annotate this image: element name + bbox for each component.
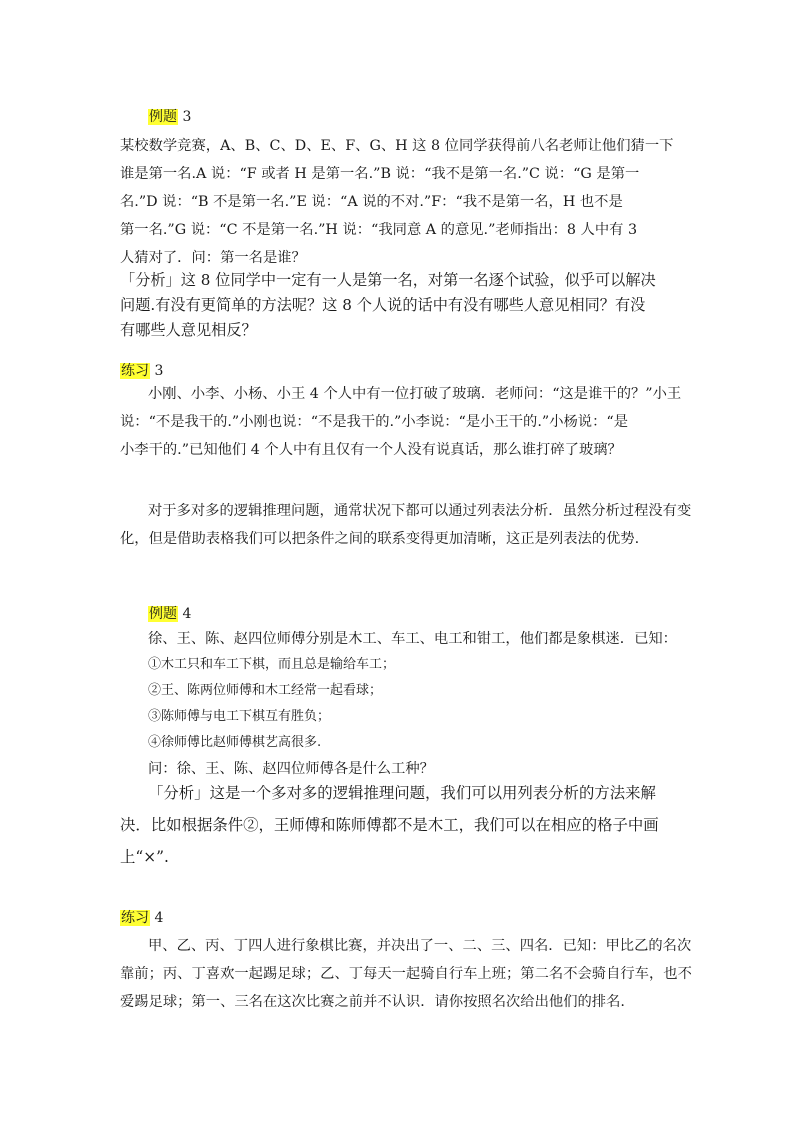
condition-line: ②王、陈两位师傅和木工经常一起看球； <box>148 683 383 698</box>
analysis-line: 决．比如根据条件②，王师傅和陈师傅都不是木工，我们可以在相应的格子中画 <box>120 816 659 834</box>
analysis-line: 上“×”. <box>120 848 169 866</box>
condition-line: ④徐师傅比赵师傅棋艺高很多. <box>148 735 322 750</box>
example-number: 3 <box>182 109 192 125</box>
intro-paragraph <box>120 497 692 553</box>
practice-line: 靠前；丙、丁喜欢一起踢足球；乙、丁每天一起骑自行车上班；第二名不会骑自行车，也不 <box>120 966 692 982</box>
practice-line: 爱踢足球；第一、三名在这次比赛之前并不认识．请你按照名次给出他们的排名. <box>120 994 625 1010</box>
analysis-line: 问题.有没有更简单的方法呢？这 8 个人说的话中有没有哪些人意见相同？有没 <box>120 296 646 314</box>
practice-4-heading <box>120 907 660 927</box>
example-3-analysis <box>120 268 660 343</box>
practice-line: 甲、乙、丙、丁四人进行象棋比赛，并决出了一、二、三、四名．已知：甲比乙的名次 <box>148 938 692 954</box>
intro-line: 化，但是借助表格我们可以把条件之间的联系变得更加清晰，这正是列表法的优势. <box>120 531 640 547</box>
practice-line: 说：“不是我干的.”小刚也说：“不是我干的.”小李说：“是小王干的.”小杨说：“是 <box>120 414 628 430</box>
analysis-line: 「分析」这是一个多对多的逻辑推理问题，我们可以用列表分析的方法来解 <box>148 784 656 802</box>
example-label-highlight: 例题 <box>149 606 177 622</box>
intro-line: 对于多对多的逻辑推理问题，通常状况下都可以通过列表法分析．虽然分析过程没有变 <box>148 503 692 519</box>
practice-line: 小李干的.”已知他们 4 个人中有且仅有一个人没有说真话，那么谁打碎了玻璃？ <box>120 442 622 458</box>
practice-3-heading <box>120 360 660 380</box>
practice-4-body <box>120 932 692 1016</box>
question-line: 问：徐、王、陈、赵四位师傅各是什么工种？ <box>148 761 434 777</box>
problem-line: 某校数学竞赛，A、B、C、D、E、F、G、H 这 8 位同学获得前八名老师让他们猜一下 <box>120 138 674 154</box>
problem-line: 名.”D 说：“B 不是第一名.”E 说：“A 说的不对.”F：“我不是第一名，H 也不是 <box>120 194 623 210</box>
example-4-analysis <box>120 777 660 873</box>
example-3-heading <box>148 106 688 126</box>
problem-line: 人猜对了．问：第一名是谁？ <box>120 250 306 266</box>
analysis-line: 「分析」这 8 位同学中一定有一人是第一名，对第一名逐个试验，似乎可以解决 <box>120 271 656 289</box>
practice-label-highlight: 练习 <box>121 910 149 926</box>
example-3-problem <box>120 132 674 272</box>
practice-label-highlight: 练习 <box>121 363 149 379</box>
practice-number: 3 <box>154 363 164 379</box>
problem-line: 第一名.”G 说：“C 不是第一名.”H 说：“我同意 A 的意见.”老师指出：8 人中有 3 <box>120 222 638 238</box>
condition-line: ③陈师傅与电工下棋互有胜负； <box>148 709 331 724</box>
condition-line: ①木工只和车工下棋，而且总是输给车工； <box>148 657 396 672</box>
example-4-heading <box>148 603 688 623</box>
problem-line: 徐、王、陈、赵四位师傅分别是木工、车工、电工和钳工，他们都是象棋迷．已知： <box>148 631 677 647</box>
example-number: 4 <box>182 606 192 622</box>
analysis-line: 有哪些人意见相反？ <box>120 321 257 339</box>
example-label-highlight: 例题 <box>149 109 177 125</box>
practice-3-body <box>120 380 682 464</box>
practice-number: 4 <box>154 910 164 926</box>
problem-line: 谁是第一名.A 说：“F 或者 H 是第一名.”B 说：“我不是第一名.”C 说：“G 是第一 <box>120 166 640 182</box>
practice-line: 小刚、小李、小杨、小王 4 个人中有一位打破了玻璃．老师问：“这是谁干的？”小王 <box>148 386 682 402</box>
example-4-problem <box>148 626 688 782</box>
